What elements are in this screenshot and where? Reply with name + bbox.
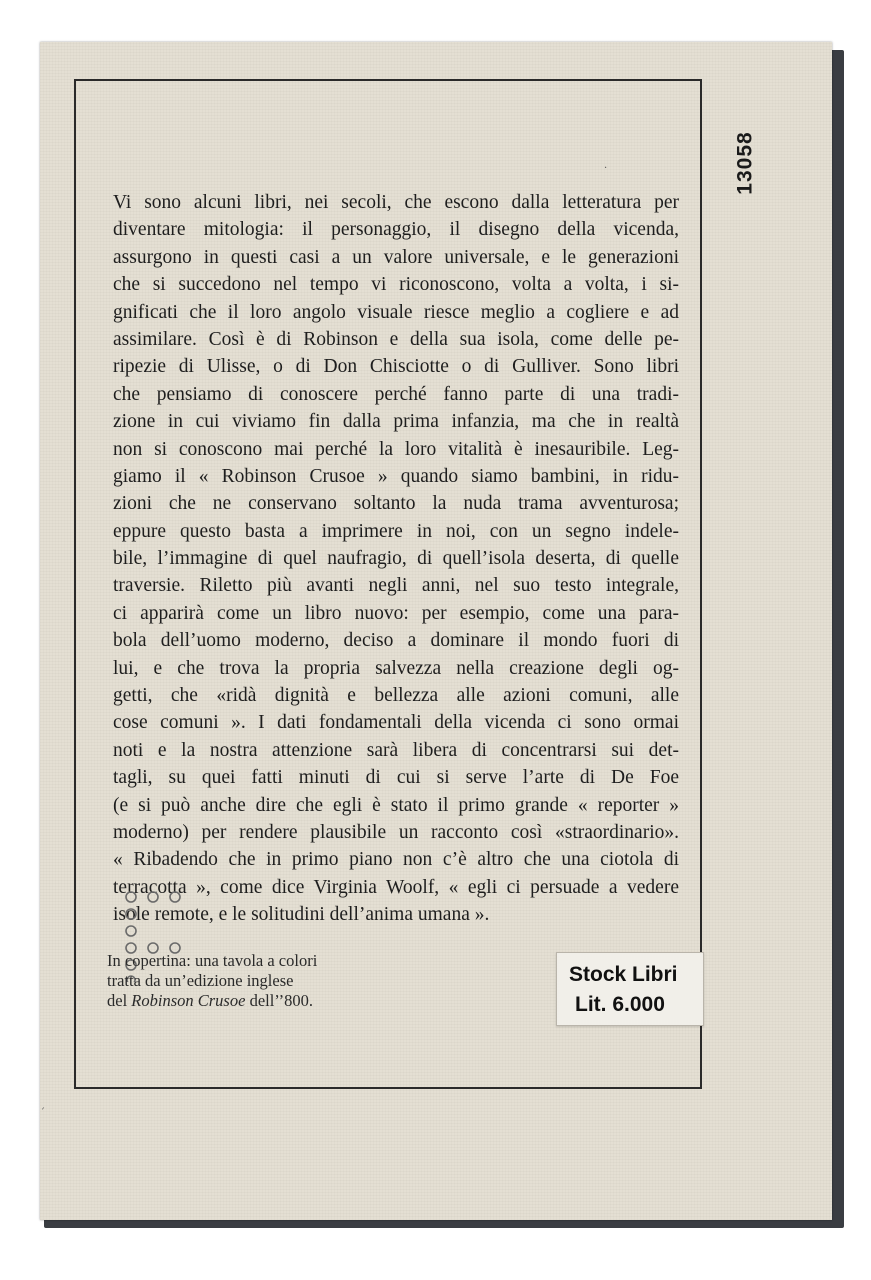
caption-book-title: Robinson Crusoe [131,991,246,1010]
back-cover-blurb [113,189,679,929]
cover-speck: . [604,160,608,171]
blurb-line: lui, e che trova la propria salvezza nella creazione degli og- [113,657,679,679]
caption-line: In copertina: una tavola a colori [107,951,318,970]
blurb-line: assurgono in questi casi a un valore universale, e le generazioni [113,246,679,268]
blurb-line: giamo il « Robinson Crusoe » quando siamo bambini, in ridu- [113,465,679,487]
blurb-line: noti e la nostra attenzione sarà libera di concentrarsi sui det- [113,739,679,761]
blurb-line: isole remote, e le solitudini dell’anima umana ». [113,904,490,926]
blurb-line: che si succedono nel tempo vi riconoscono, volta a volta, i si- [113,274,679,296]
inventory-number [724,118,768,208]
blurb-line: non si conoscono mai perché la loro vitalità è inesauribile. Leg- [113,438,679,460]
blurb-line: che pensiamo di conoscere perché fanno parte di una tradi- [113,383,679,405]
cover-speck: ´ [40,1108,45,1119]
inventory-number-text: 13058 [734,131,757,195]
blurb-line: Vi sono alcuni libri, nei secoli, che escono dalla letteratura per [113,192,679,213]
blurb-line: ci apparirà come un libro nuovo: per esempio, come una para- [113,602,679,624]
blurb-line: ripezie di Ulisse, o di Don Chisciotte o di Gulliver. Sono libri [113,356,679,378]
blurb-line: traversie. Riletto più avanti negli anni, nel suo testo integrale, [113,575,679,597]
blurb-line: cose comuni ». I dati fondamentali della vicenda ci sono ormai [113,712,679,734]
blurb-line: « Ribadendo che in primo piano non c’è altro che una ciotola di [113,849,679,871]
blurb-line: zioni che ne conservano soltanto la nuda trama avventurosa; [113,493,679,515]
blurb-line: tagli, su quei fatti minuti di cui si serve l’arte di De Foe [113,767,679,789]
blurb-line: getti, che «ridà dignità e bellezza alle azioni comuni, alle [113,685,679,707]
blurb-line: zione in cui viviamo fin dalla prima infanzia, ma che in realtà [113,411,679,433]
blurb-line: diventare mitologia: il personaggio, il disegno della vicenda, [113,219,679,241]
blurb-line: eppure questo basta a imprimere in noi, con un segno indele- [113,520,679,542]
blurb-line: bile, l’immagine di quel naufragio, di quell’isola deserta, di quelle [113,548,679,570]
sticker-price: Lit. 6.000 [575,993,665,1016]
blurb-line: moderno) per rendere plausibile un racconto così «straordinario». [113,821,679,843]
caption-line [107,991,437,1011]
blurb-line: assimilare. Così è di Robinson e della sua isola, come delle pe- [113,328,679,350]
cover-caption [107,951,437,1011]
sticker-store-name: Stock Libri [569,963,678,986]
blurb-line: terracotta », come dice Virginia Woolf, « egli ci persuade a vedere [113,876,679,898]
caption-text: del [107,991,132,1010]
caption-line: tratta da un’edizione inglese [107,971,294,990]
price-sticker [556,952,704,1026]
blurb-line: bola dell’uomo moderno, deciso a dominare il mondo fuori di [113,630,679,652]
blurb-line: gnificati che il loro angolo visuale riesce meglio a cogliere e ad [113,301,679,323]
caption-text: dell’’800. [245,991,313,1010]
blurb-line: (e si può anche dire che egli è stato il primo grande « reporter » [113,794,679,816]
